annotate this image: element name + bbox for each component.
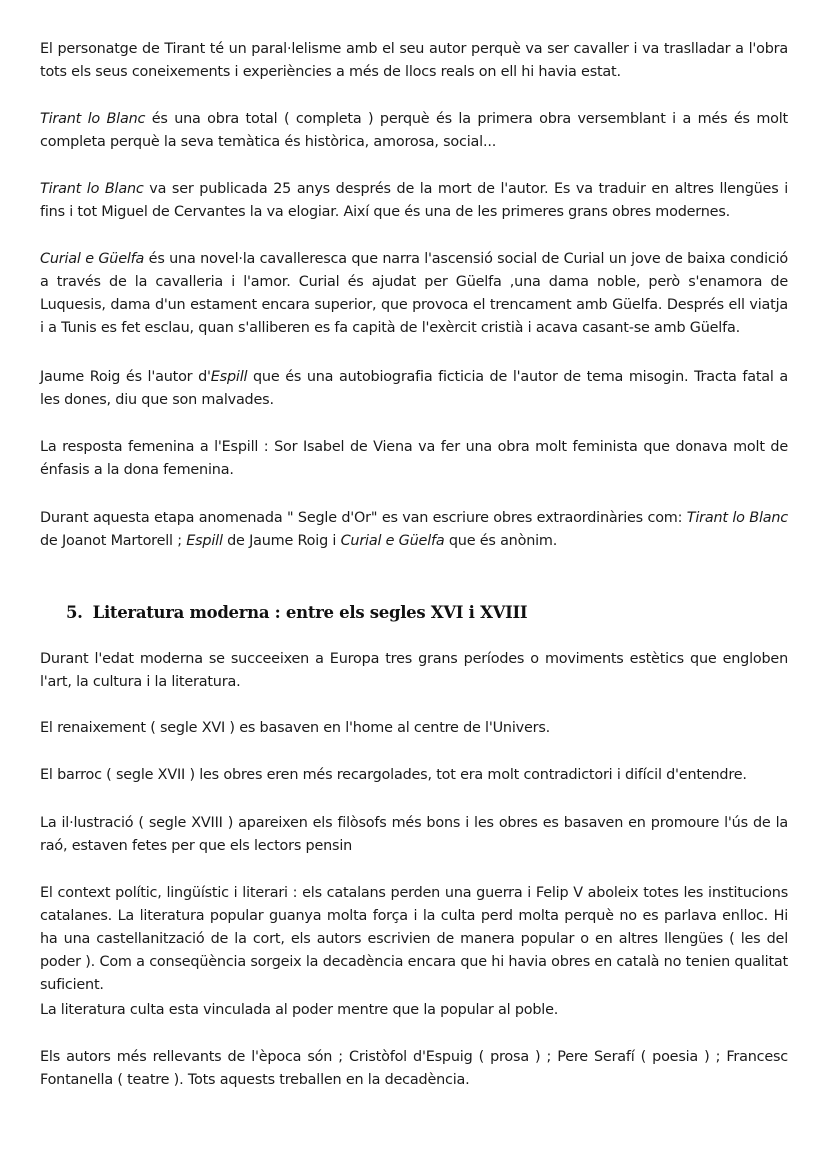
paragraph-barroc <box>40 764 788 787</box>
italic-title-text: Tirant lo Blanc <box>40 111 146 127</box>
paragraph-resposta-femenina <box>40 436 788 482</box>
paragraph-text: El renaixement ( segle XVI ) es basaven en l'home al centre de l'Univers. <box>40 720 551 736</box>
paragraph-segle-dor <box>40 507 788 553</box>
paragraph-jaume-roig-espill <box>40 366 788 412</box>
paragraph-edat-moderna <box>40 648 788 694</box>
paragraph-text: El context polític, lingüístic i literari : els catalans perden una guerra i Felip V aboleix totes les institucions catalanes. La literatura popular guanya molta força i la culta perd molta perquè no es parlava enlloc. Hi ha una castellanització de la cort, els autors escrivien de manera popular o en altres llengües ( les del poder ). Com a conseqüència sorgeix la decadència encara que hi havia obres en català no tenien qualitat suficient. <box>40 885 788 993</box>
paragraph-text: Els autors més rellevants de l'època són ; Cristòfol d'Espuig ( prosa ) ; Pere Serafí ( poesia ) ; Francesc Fontanella ( teatre ). Tots aquests treballen en la decadència. <box>40 1049 788 1088</box>
paragraph-tirant-total-work <box>40 108 788 154</box>
paragraph-text: El barroc ( segle XVII ) les obres eren més recargolades, tot era molt contradictori i difícil d'entendre. <box>40 767 747 783</box>
italic-title-text: Tirant lo Blanc <box>686 510 788 526</box>
paragraph-text: que és anònim. <box>444 533 558 549</box>
paragraph-text: La il·lustració ( segle XVIII ) apareixen els filòsofs més bons i les obres es basaven en promoure l'ús de la raó, estaven fetes per que els lectors pensin <box>40 815 788 854</box>
paragraph-text: Jaume Roig és l'autor d' <box>40 369 211 385</box>
paragraph-text: que és una autobiografia ficticia de l'autor de tema misogin. Tracta fatal a les dones, diu que son malvades. <box>40 369 788 408</box>
italic-title-text: Espill <box>210 369 248 385</box>
paragraph-text: Durant aquesta etapa anomenada " Segle d'Or" es van escriure obres extraordinàries com: <box>40 510 687 526</box>
paragraph-renaixement <box>40 717 788 740</box>
italic-title-text: Tirant lo Blanc <box>40 181 144 197</box>
paragraph-text: és una novel·la cavalleresca que narra l'ascensió social de Curial un jove de baixa condició a través de la cavalleria i l'amor. Curial és ajudat per Güelfa ,una dama noble, però s'enamora de Luquesis, dama d'un estament encara superior, que provoca el trencament amb Güelfa. Després ell viatja i a Tunis es fet esclau, quan s'alliberen es fa capità de l'exèrcit cristià i acava casant-se amb Güelfa. <box>40 251 788 336</box>
paragraph-text: La resposta femenina a l'Espill : Sor Isabel de Viena va fer una obra molt feminista que donava molt de énfasis a la dona femenina. <box>40 439 788 478</box>
paragraph-curial-e-guelfa <box>40 248 788 340</box>
section-title: Literatura moderna : entre els segles XVI i XVIII <box>92 603 528 622</box>
paragraph-context-politic <box>40 882 788 997</box>
italic-title-text: Espill <box>186 533 223 549</box>
paragraph-text: Durant l'edat moderna se succeeixen a Europa tres grans períodes o moviments estètics que engloben l'art, la cultura i la literatura. <box>40 651 788 690</box>
section-number: 5. <box>66 603 83 622</box>
paragraph-text: va ser publicada 25 anys després de la mort de l'autor. Es va traduir en altres llengües i fins i tot Miguel de Cervantes la va elogiar. Així que és una de les primeres grans obres modernes. <box>40 181 788 220</box>
paragraph-text: de Jaume Roig i <box>222 533 341 549</box>
paragraph-illustracio <box>40 812 788 858</box>
italic-title-text: Curial e Güelfa <box>340 533 445 549</box>
paragraph-autors-rellevants <box>40 1046 788 1092</box>
paragraph-literatura-culta <box>40 999 788 1022</box>
paragraph-text: és una obra total ( completa ) perquè és la primera obra versemblant i a més és molt completa perquè la seva temàtica és històrica, amorosa, social... <box>40 111 788 150</box>
paragraph-text: El personatge de Tirant té un paral·lelisme amb el seu autor perquè va ser cavaller i va traslladar a l'obra tots els seus coneixements i experiències a més de llocs reals on ell hi havia estat. <box>40 41 788 80</box>
paragraph-tirant-parallelism <box>40 38 788 84</box>
section-heading <box>66 601 527 625</box>
paragraph-text: La literatura culta esta vinculada al poder mentre que la popular al poble. <box>40 1002 559 1018</box>
italic-title-text: Curial e Güelfa <box>40 251 145 267</box>
paragraph-text: de Joanot Martorell ; <box>40 533 187 549</box>
paragraph-tirant-publication <box>40 178 788 224</box>
